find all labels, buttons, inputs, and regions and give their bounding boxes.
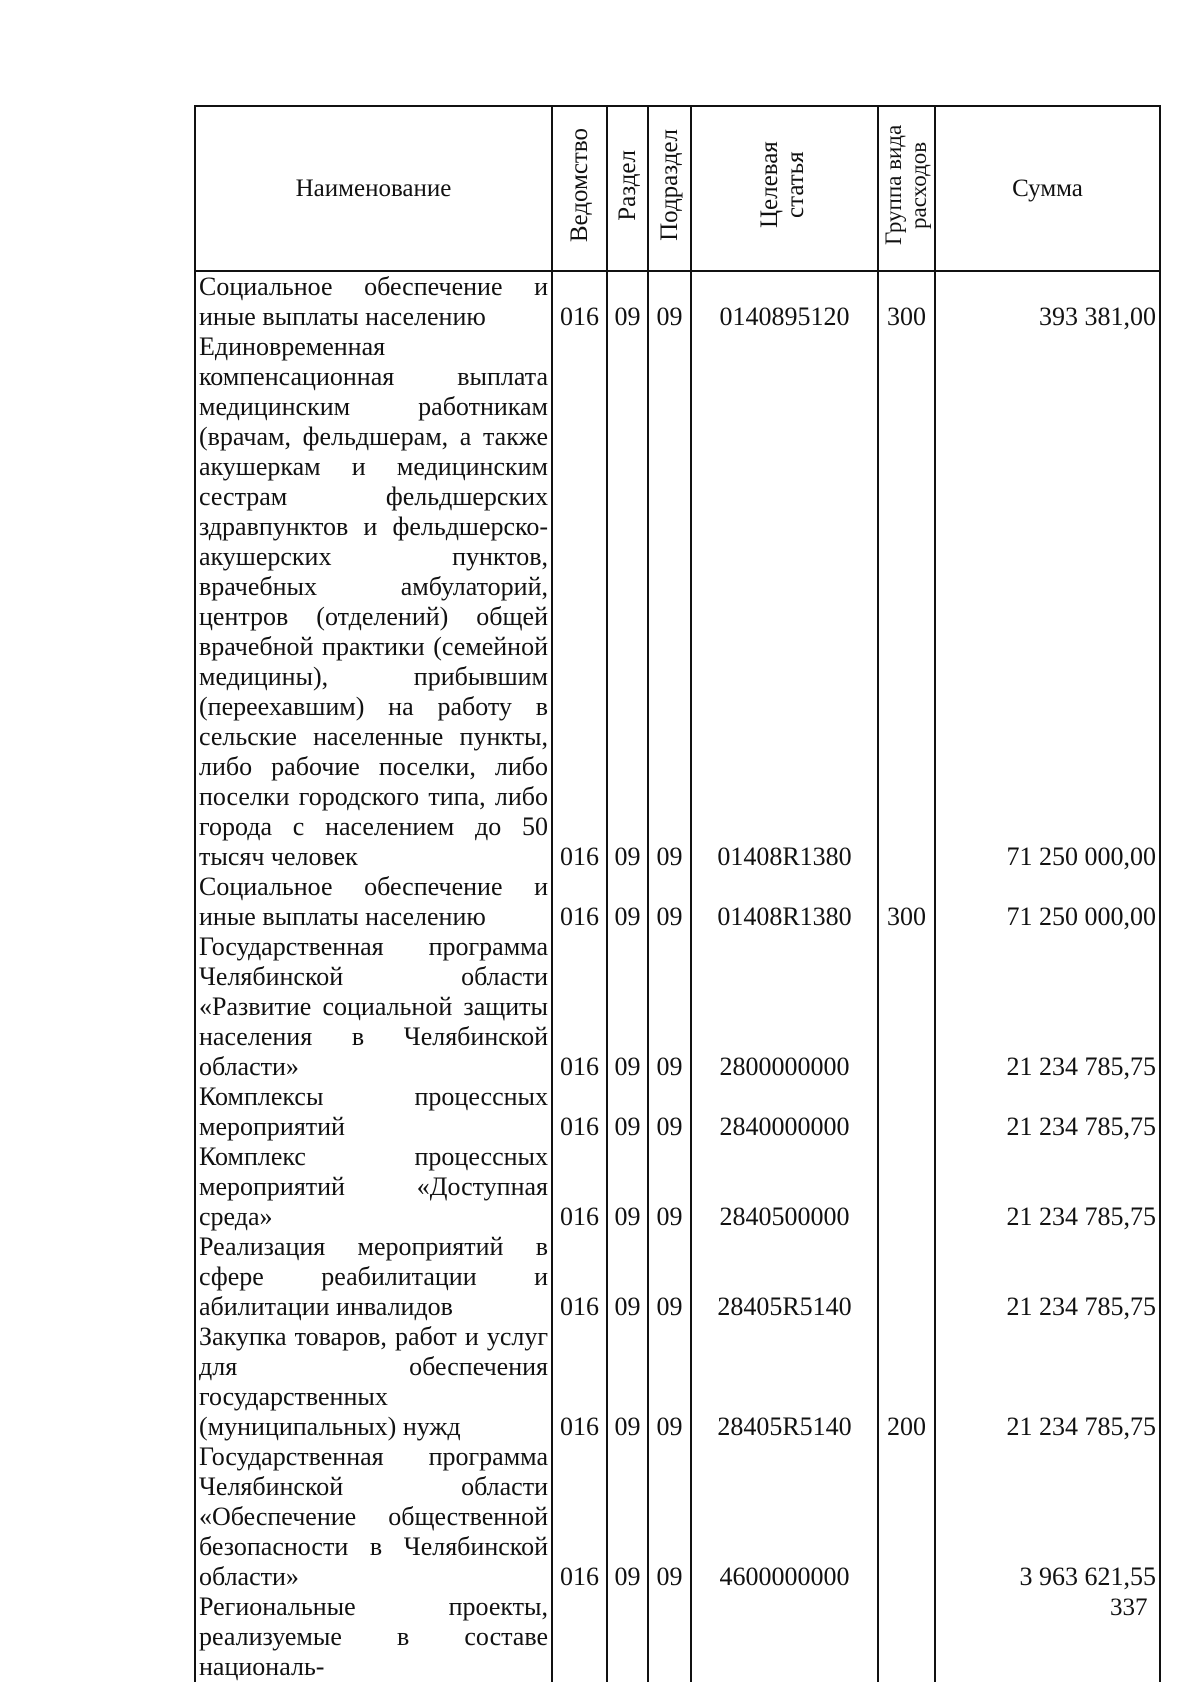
row-name-cell: Социальное обеспечение и иные выплаты населению bbox=[195, 872, 552, 932]
row-expense-group-cell: 300 bbox=[878, 271, 935, 332]
row-subsection-cell: 09 bbox=[648, 1322, 691, 1442]
row-target-article-cell: 2840500000 bbox=[691, 1142, 878, 1232]
table-row bbox=[195, 1232, 1160, 1322]
row-sum-cell: 21 234 785,75 bbox=[935, 1082, 1160, 1142]
header-name: Наименование bbox=[195, 106, 552, 271]
row-department-cell: 016 bbox=[552, 1232, 607, 1322]
header-target-article: Целевая статья bbox=[691, 106, 878, 271]
row-department-cell bbox=[552, 1592, 607, 1682]
row-subsection-cell: 09 bbox=[648, 932, 691, 1082]
row-sum-cell: 21 234 785,75 bbox=[935, 932, 1160, 1082]
row-target-article-cell: 0140895120 bbox=[691, 271, 878, 332]
row-expense-group-cell: 200 bbox=[878, 1322, 935, 1442]
row-section-cell: 09 bbox=[607, 332, 648, 872]
table-row bbox=[195, 1082, 1160, 1142]
row-department-cell: 016 bbox=[552, 932, 607, 1082]
table-row bbox=[195, 1592, 1160, 1682]
row-expense-group-cell bbox=[878, 1232, 935, 1322]
table-row bbox=[195, 932, 1160, 1082]
row-expense-group-cell bbox=[878, 1142, 935, 1232]
row-subsection-cell: 09 bbox=[648, 332, 691, 872]
row-sum-cell: 71 250 000,00 bbox=[935, 332, 1160, 872]
row-name-cell: Закупка товаров, работ и услуг для обеспечения государственных (муниципальных) нужд bbox=[195, 1322, 552, 1442]
row-sum-cell: 21 234 785,75 bbox=[935, 1322, 1160, 1442]
header-expense-group: Группа вида расходов bbox=[878, 106, 935, 271]
table-row bbox=[195, 271, 1160, 332]
row-name-cell: Реализация мероприятий в сфере реабилитации и абилитации инвалидов bbox=[195, 1232, 552, 1322]
row-name-cell: Региональные проекты, реализуемые в составе националь- bbox=[195, 1592, 552, 1682]
row-section-cell: 09 bbox=[607, 872, 648, 932]
row-target-article-cell: 2800000000 bbox=[691, 932, 878, 1082]
table-body bbox=[195, 271, 1160, 1682]
row-section-cell: 09 bbox=[607, 1142, 648, 1232]
row-subsection-cell: 09 bbox=[648, 271, 691, 332]
header-sum: Сумма bbox=[935, 106, 1160, 271]
row-section-cell: 09 bbox=[607, 1442, 648, 1592]
row-expense-group-cell bbox=[878, 1442, 935, 1592]
row-sum-cell: 393 381,00 bbox=[935, 271, 1160, 332]
table-row bbox=[195, 872, 1160, 932]
table-header bbox=[195, 106, 1160, 271]
row-target-article-cell: 2840000000 bbox=[691, 1082, 878, 1142]
row-target-article-cell: 01408R1380 bbox=[691, 872, 878, 932]
row-expense-group-cell bbox=[878, 932, 935, 1082]
row-section-cell: 09 bbox=[607, 1232, 648, 1322]
table-row bbox=[195, 1142, 1160, 1232]
row-name-cell: Единовременная компенсационная выплата медицинским работникам (врачам, фельдшерам, а также акушеркам и медицинским сестрам фельдшерских здравпунктов и фельдшерско-акушерских пунктов, врачебных амбулаторий, центров (отделений) общей врачебной практики (семейной медицины), прибывшим (переехавшим) на работу в сельские населенные пункты, либо рабочие поселки, либо поселки городского типа, либо города с населением до 50 тысяч человек bbox=[195, 332, 552, 872]
row-target-article-cell bbox=[691, 1592, 878, 1682]
table-row bbox=[195, 1442, 1160, 1592]
row-name-cell: Комплексы процессных мероприятий bbox=[195, 1082, 552, 1142]
table-row bbox=[195, 332, 1160, 872]
row-subsection-cell bbox=[648, 1592, 691, 1682]
row-section-cell: 09 bbox=[607, 1082, 648, 1142]
row-subsection-cell: 09 bbox=[648, 1442, 691, 1592]
row-department-cell: 016 bbox=[552, 332, 607, 872]
page-number: 337 bbox=[1110, 1594, 1148, 1621]
row-section-cell: 09 bbox=[607, 932, 648, 1082]
table-row bbox=[195, 1322, 1160, 1442]
row-expense-group-cell bbox=[878, 1082, 935, 1142]
row-department-cell: 016 bbox=[552, 1322, 607, 1442]
row-expense-group-cell: 300 bbox=[878, 872, 935, 932]
row-section-cell: 09 bbox=[607, 1322, 648, 1442]
row-name-cell: Комплекс процессных мероприятий «Доступная среда» bbox=[195, 1142, 552, 1232]
row-subsection-cell: 09 bbox=[648, 872, 691, 932]
row-department-cell: 016 bbox=[552, 1442, 607, 1592]
row-target-article-cell: 4600000000 bbox=[691, 1442, 878, 1592]
row-target-article-cell: 28405R5140 bbox=[691, 1322, 878, 1442]
header-department: Ведомство bbox=[552, 106, 607, 271]
row-name-cell: Социальное обеспечение и иные выплаты населению bbox=[195, 271, 552, 332]
row-name-cell: Государственная программа Челябинской области «Обеспечение общественной безопасности в Челябинской области» bbox=[195, 1442, 552, 1592]
row-sum-cell: 3 963 621,55 bbox=[935, 1442, 1160, 1592]
row-subsection-cell: 09 bbox=[648, 1232, 691, 1322]
row-department-cell: 016 bbox=[552, 872, 607, 932]
header-section: Раздел bbox=[607, 106, 648, 271]
row-subsection-cell: 09 bbox=[648, 1142, 691, 1232]
row-expense-group-cell bbox=[878, 332, 935, 872]
row-subsection-cell: 09 bbox=[648, 1082, 691, 1142]
header-subsection: Подраздел bbox=[648, 106, 691, 271]
row-target-article-cell: 28405R5140 bbox=[691, 1232, 878, 1322]
row-section-cell bbox=[607, 1592, 648, 1682]
row-department-cell: 016 bbox=[552, 271, 607, 332]
row-sum-cell: 71 250 000,00 bbox=[935, 872, 1160, 932]
row-sum-cell: 21 234 785,75 bbox=[935, 1142, 1160, 1232]
row-department-cell: 016 bbox=[552, 1082, 607, 1142]
row-section-cell: 09 bbox=[607, 271, 648, 332]
row-name-cell: Государственная программа Челябинской области «Развитие социальной защиты населения в Челябинской области» bbox=[195, 932, 552, 1082]
budget-table bbox=[194, 105, 1161, 1682]
row-target-article-cell: 01408R1380 bbox=[691, 332, 878, 872]
row-department-cell: 016 bbox=[552, 1142, 607, 1232]
row-expense-group-cell bbox=[878, 1592, 935, 1682]
row-sum-cell: 21 234 785,75 bbox=[935, 1232, 1160, 1322]
